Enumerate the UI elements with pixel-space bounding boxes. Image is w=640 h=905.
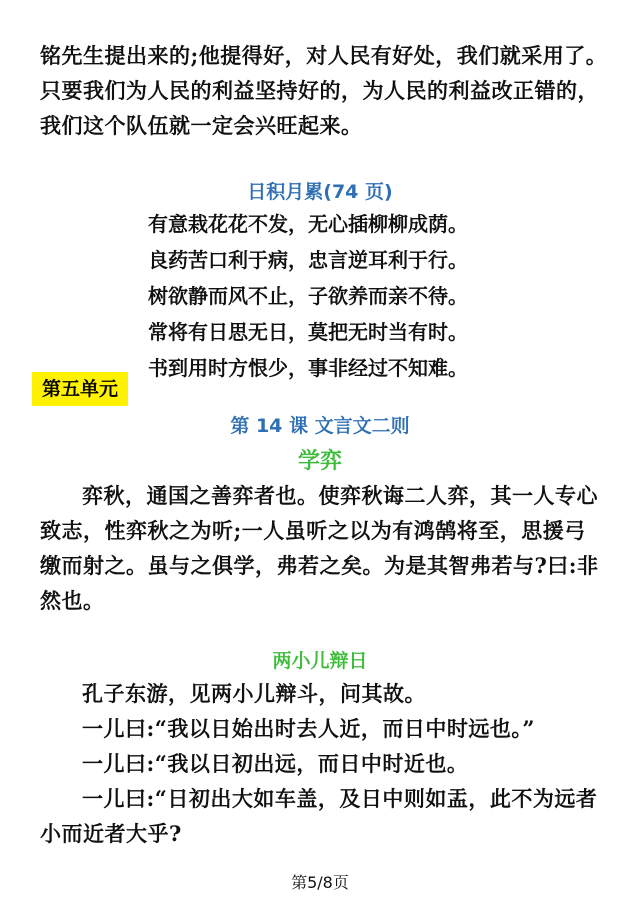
- daily-section-title: 日积月累(74 页): [247, 181, 393, 203]
- liangxiaoer-line-4: 一儿曰:“日初出大如车盖，及日中则如盂，此不为远者: [82, 786, 598, 811]
- xueyi-line-3: 缴而射之。虽与之俱学，弗若之矣。为是其智弗若与?曰:非: [40, 553, 599, 578]
- liangxiaoer-line-2: 一儿曰:“我以日始出时去人近，而日中时远也。”: [82, 716, 535, 741]
- xueyi-line-2: 致志，性弈秋之为听;一人虽听之以为有鸿鹄将至，思援弓: [40, 518, 586, 543]
- daily-line-5: 书到用时方恨少，事非经过不知难。: [148, 356, 468, 380]
- page-number: 第5/8页: [291, 873, 349, 892]
- liangxiaoer-title: 两小儿辩日: [272, 650, 368, 672]
- intro-line-3: 我们这个队伍就一定会兴旺起来。: [40, 113, 363, 138]
- daily-section-lines: [148, 206, 568, 386]
- xueyi-title: 学弈: [297, 449, 342, 474]
- daily-line-4: 常将有日思无日，莫把无时当有时。: [148, 320, 468, 344]
- intro-line-1: 铭先生提出来的;他提得好，对人民有好处，我们就采用了。: [40, 43, 608, 68]
- liangxiaoer-line-3: 一儿曰:“我以日初出远，而日中时近也。: [82, 751, 469, 776]
- liangxiaoer-line-1: 孔子东游，见两小儿辩斗，问其故。: [82, 681, 426, 706]
- daily-line-3: 树欲静而风不止，子欲养而亲不待。: [148, 284, 468, 308]
- daily-line-2: 良药苦口利于病，忠言逆耳利于行。: [148, 248, 468, 272]
- intro-paragraph: [40, 38, 610, 143]
- xueyi-line-4: 然也。: [40, 588, 105, 613]
- xueyi-line-1: 弈秋，通国之善弈者也。使弈秋诲二人弈，其一人专心: [82, 483, 598, 508]
- unit-badge: 第五单元: [32, 372, 128, 406]
- xueyi-text: [40, 478, 610, 618]
- intro-line-2: 只要我们为人民的利益坚持好的，为人民的利益改正错的，: [40, 78, 599, 103]
- daily-line-1: 有意栽花花不发，无心插柳柳成荫。: [148, 212, 468, 236]
- liangxiaoer-text: [40, 676, 610, 851]
- lesson-title: 第 14 课 文言文二则: [230, 415, 410, 437]
- liangxiaoer-line-5: 小而近者大乎?: [40, 821, 182, 846]
